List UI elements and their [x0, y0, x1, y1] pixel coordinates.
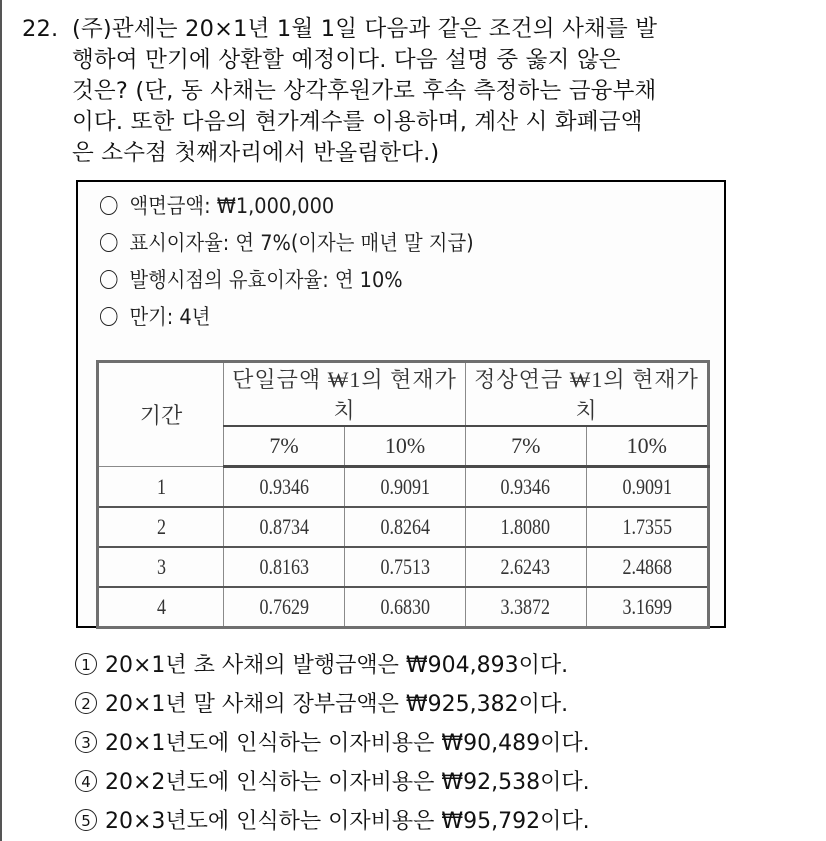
period-cell: 2 [98, 507, 224, 547]
bullet-circle-icon [100, 233, 117, 252]
question-stem [22, 14, 812, 169]
answer-choices [75, 646, 590, 841]
condition-effective-rate: 발행시점의 유효이자율: 연 10% [100, 262, 474, 299]
rate-header: 10% [344, 426, 465, 467]
conditions-list [100, 188, 474, 336]
choice-1[interactable] [75, 646, 590, 685]
question-line: 은 소수점 첫째자리에서 반올림한다.) [72, 140, 440, 166]
conditions-box [76, 180, 726, 628]
choice-number-icon: 5 [75, 809, 97, 831]
period-cell: 4 [98, 587, 224, 628]
choice-3[interactable] [75, 724, 590, 763]
question-line: 이다. 또한 다음의 현가계수를 이용하며, 계산 시 화폐금액 [72, 109, 643, 135]
value-cell: 2.6243 [465, 547, 586, 587]
question-number: 22. [22, 16, 59, 42]
bullet-circle-icon [100, 307, 117, 326]
value-cell: 1.7355 [586, 507, 709, 547]
table-row [98, 587, 709, 628]
value-cell: 0.8163 [224, 547, 345, 587]
table-row [98, 507, 709, 547]
choice-2[interactable] [75, 685, 590, 724]
condition-coupon-rate: 표시이자율: 연 7%(이자는 매년 말 지급) [100, 225, 474, 262]
single-sum-pv-header: 단일금액 ₩1의 현재가치 [224, 362, 466, 427]
choice-number-icon: 3 [75, 731, 97, 753]
rate-header: 10% [586, 426, 709, 467]
value-cell: 0.7513 [344, 547, 465, 587]
value-cell: 3.1699 [586, 587, 709, 628]
value-cell: 0.9346 [224, 467, 345, 508]
choice-4[interactable] [75, 763, 590, 802]
condition-face-amount: 액면금액: ₩1,000,000 [100, 188, 474, 225]
rate-header: 7% [465, 426, 586, 467]
value-cell: 0.7629 [224, 587, 345, 628]
choice-number-icon: 2 [75, 692, 97, 714]
value-cell: 0.9091 [344, 467, 465, 508]
value-cell: 1.8080 [465, 507, 586, 547]
bullet-circle-icon [100, 196, 117, 215]
condition-maturity: 만기: 4년 [100, 299, 474, 336]
question-line: 행하여 만기에 상환할 예정이다. 다음 설명 중 옳지 않은 [72, 47, 621, 73]
bullet-circle-icon [100, 270, 117, 289]
choice-text: 20×2년도에 인식하는 이자비용은 ₩92,538이다. [105, 770, 590, 795]
table-row [98, 547, 709, 587]
choice-5[interactable] [75, 802, 590, 841]
annuity-pv-header: 정상연금 ₩1의 현재가치 [465, 362, 708, 427]
choice-number-icon: 1 [75, 653, 97, 675]
period-cell: 3 [98, 547, 224, 587]
question-line: 것은? (단, 동 사채는 상각후원가로 후속 측정하는 금융부채 [72, 78, 657, 104]
value-cell: 0.6830 [344, 587, 465, 628]
value-cell: 0.9091 [586, 467, 709, 508]
choice-text: 20×1년도에 인식하는 이자비용은 ₩90,489이다. [105, 731, 590, 756]
choice-number-icon: 4 [75, 770, 97, 792]
value-cell: 2.4868 [586, 547, 709, 587]
choice-text: 20×1년 말 사채의 장부금액은 ₩925,382이다. [105, 692, 569, 717]
period-cell: 1 [98, 467, 224, 508]
value-cell: 0.9346 [465, 467, 586, 508]
value-cell: 0.8734 [224, 507, 345, 547]
value-cell: 3.3872 [465, 587, 586, 628]
value-cell: 0.8264 [344, 507, 465, 547]
choice-text: 20×3년도에 인식하는 이자비용은 ₩95,792이다. [105, 809, 590, 834]
table-row [98, 467, 709, 508]
period-header: 기간 [98, 362, 224, 467]
page-left-border [0, 0, 2, 841]
present-value-table [96, 360, 710, 629]
question-line: 22. (주)관세는 20×1년 1월 1일 다음과 같은 조건의 사채를 발 [22, 14, 812, 45]
choice-text: 20×1년 초 사채의 발행금액은 ₩904,893이다. [105, 653, 569, 678]
rate-header: 7% [224, 426, 345, 467]
